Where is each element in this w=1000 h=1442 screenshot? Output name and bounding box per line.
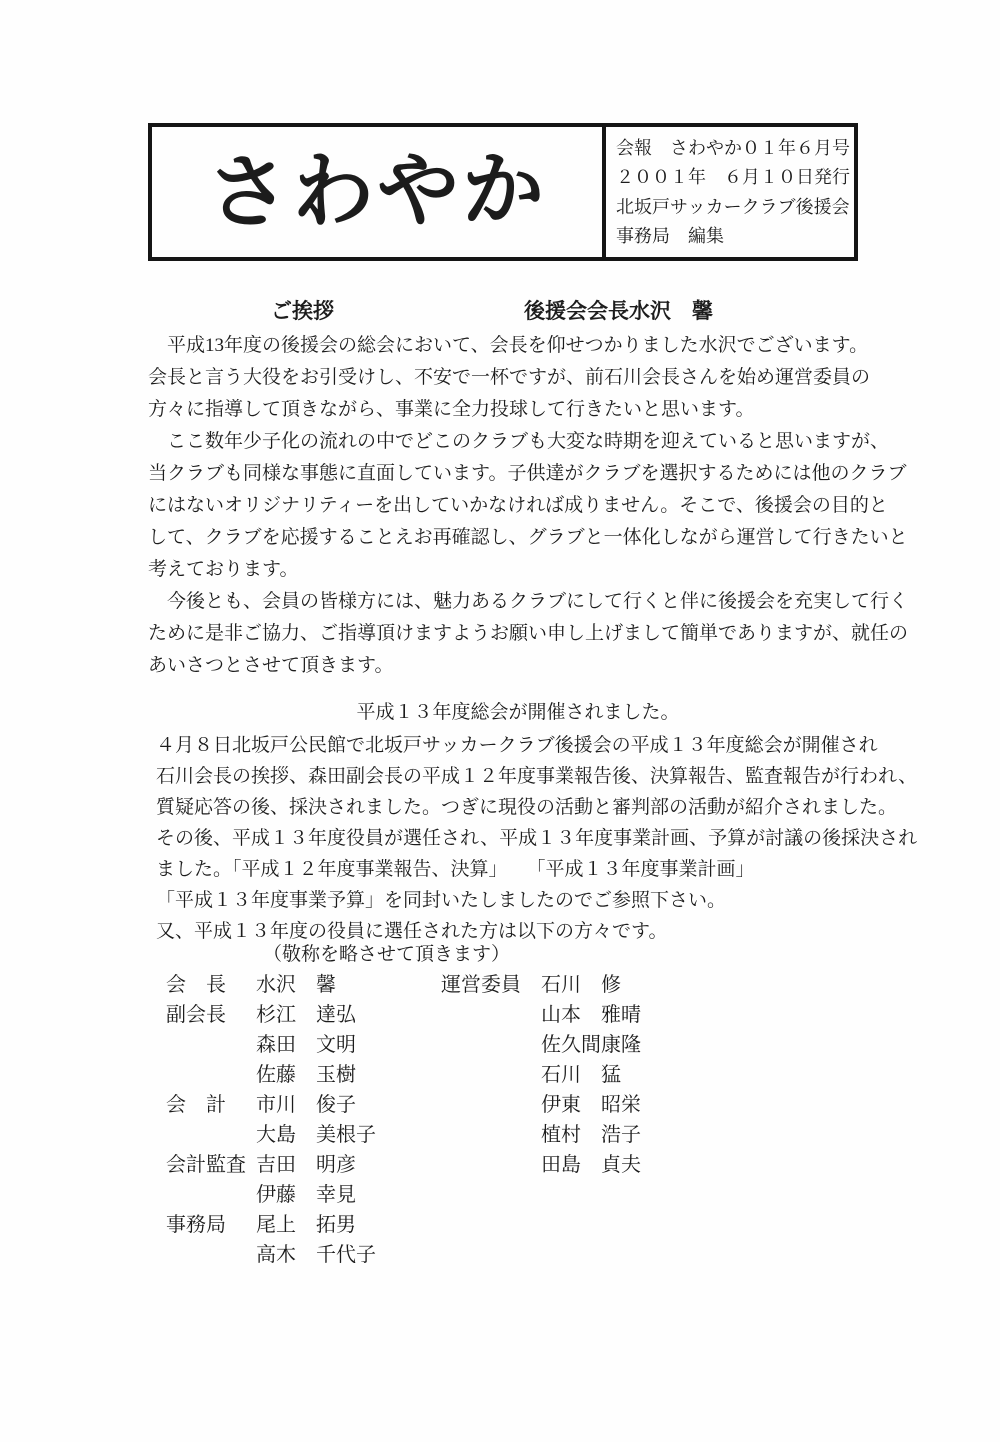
committee-role: [441, 1240, 541, 1270]
masthead-info-line: 北坂戸サッカークラブ後援会: [616, 196, 850, 217]
officer-name: 吉田 明彦: [256, 1154, 356, 1176]
text-line: あいさつとさせて頂きます。: [148, 655, 394, 676]
committee-name: 伊東 昭栄: [541, 1094, 641, 1116]
committee-role: [441, 1000, 541, 1030]
committee-name: 石川 猛: [541, 1064, 621, 1086]
officer-name: 伊藤 幸見: [256, 1184, 356, 1206]
text-line: ました。「平成１２年度事業報告、決算」 「平成１３年度事業計画」: [156, 859, 755, 880]
officer-name: 杉江 達弘: [256, 1004, 356, 1026]
text-line: 方々に指導して頂きながら、事業に全力投球して行きたいと思います。: [148, 399, 755, 420]
greeting-body: [148, 330, 909, 682]
meeting-heading: 平成１３年度総会が開催されました。: [356, 702, 680, 723]
text-line: ４月８日北坂戸公民館で北坂戸サッカークラブ後援会の平成１３年度総会が開催され: [156, 735, 878, 756]
text-line: ここ数年少子化の流れの中でどこのクラブも大変な時期を迎えていると思いますが、: [148, 431, 890, 452]
officer-row: [166, 1000, 886, 1030]
committee-role: [441, 1180, 541, 1210]
officer-name: 市川 俊子: [256, 1094, 356, 1116]
officer-name: 森田 文明: [256, 1034, 356, 1056]
text-line: して、クラブを応援することえお再確認し、グラブと一体化しながら運営して行きたいと: [148, 527, 908, 548]
officer-role: [166, 1120, 256, 1150]
committee-role: [441, 1060, 541, 1090]
text-line: 質疑応答の後、採決されました。つぎに現役の活動と審判部の活動が紹介されました。: [156, 797, 898, 818]
officer-row: [166, 1180, 886, 1210]
officer-role: 会計監査: [166, 1154, 246, 1176]
masthead-title-cell: [152, 127, 602, 257]
text-line: 「平成１３年度事業予算」を同封いたしましたのでご参照下さい。: [156, 890, 727, 911]
text-line: 会長と言う大役をお引受けし、不安で一杯ですが、前石川会長さんを始め運営委員の: [148, 367, 871, 388]
officer-row: [166, 1120, 886, 1150]
honorifics-note: （敬称を略させて頂きます）: [263, 944, 511, 965]
officer-name: 水沢 馨: [256, 974, 336, 996]
officer-role: [166, 1030, 256, 1060]
officer-role: 会 計: [166, 1094, 226, 1116]
officer-role: [166, 1060, 256, 1090]
officer-row: [166, 1150, 886, 1180]
committee-name: [541, 1180, 886, 1210]
officer-row: [166, 1240, 886, 1270]
officer-row: [166, 1210, 886, 1240]
text-line: その後、平成１３年度役員が選任され、平成１３年度事業計画、予算が討議の後採決され: [156, 828, 918, 849]
officer-name: 高木 千代子: [256, 1244, 376, 1266]
committee-name: 田島 貞夫: [541, 1154, 641, 1176]
officer-role: 事務局: [166, 1214, 226, 1236]
masthead-info-line: 事務局 編集: [616, 225, 724, 246]
masthead-info-box: [602, 127, 854, 257]
committee-name: 植村 浩子: [541, 1124, 641, 1146]
text-line: 平成13年度の後援会の総会において、会長を仰せつかりました水沢でございます。: [148, 335, 869, 356]
text-line: 石川会長の挨拶、森田副会長の平成１２年度事業報告後、決算報告、監査報告が行われ、: [156, 766, 918, 787]
greeting-heading: ご挨拶: [271, 300, 334, 323]
officer-row: [166, 1060, 886, 1090]
officer-row: [166, 970, 886, 1000]
text-line: ために是非ご協力、ご指導頂けますようお願い申し上げまして簡単でありますが、就任の: [148, 623, 909, 644]
committee-name: 佐久間康隆: [541, 1034, 641, 1056]
text-line: 考えております。: [148, 559, 299, 580]
text-line: 今後とも、会員の皆様方には、魅力あるクラブにして行くと伴に後援会を充実して行く: [148, 591, 909, 612]
masthead: [148, 123, 858, 261]
committee-name: [541, 1240, 886, 1270]
officer-role: [166, 1240, 256, 1270]
masthead-info-line: ２００１年 ６月１０日発行: [616, 167, 850, 188]
officer-row: [166, 1090, 886, 1120]
officer-row: [166, 1030, 886, 1060]
committee-name: 山本 雅晴: [541, 1004, 641, 1026]
officer-role: 副会長: [166, 1004, 226, 1026]
officer-name: 大島 美根子: [256, 1124, 376, 1146]
committee-name: [541, 1210, 886, 1240]
text-line: にはないオリジナリティーを出していかなければ成りません。そこで、後援会の目的と: [148, 495, 888, 516]
officer-list: [166, 970, 886, 1270]
officer-name: 尾上 拓男: [256, 1214, 356, 1236]
officer-role: 会 長: [166, 974, 226, 996]
text-line: 又、平成１３年度の役員に選任された方は以下の方々です。: [156, 921, 668, 942]
committee-role: [441, 1120, 541, 1150]
committee-role: 運営委員: [441, 974, 521, 996]
officer-role: [166, 1180, 256, 1210]
committee-role: [441, 1090, 541, 1120]
committee-role: [441, 1210, 541, 1240]
greeting-author: 後援会会長水沢 馨: [524, 300, 713, 323]
committee-name: 石川 修: [541, 974, 621, 996]
text-line: 当クラブも同様な事態に直面しています。子供達がクラブを選択するためには他のクラブ: [148, 463, 907, 484]
officer-name: 佐藤 玉樹: [256, 1064, 356, 1086]
meeting-body: [156, 730, 918, 947]
masthead-info-line: 会報 さわやか０１年６月号: [616, 138, 850, 158]
committee-role: [441, 1030, 541, 1060]
newsletter-title: さわやか: [206, 144, 548, 239]
committee-role: [441, 1150, 541, 1180]
